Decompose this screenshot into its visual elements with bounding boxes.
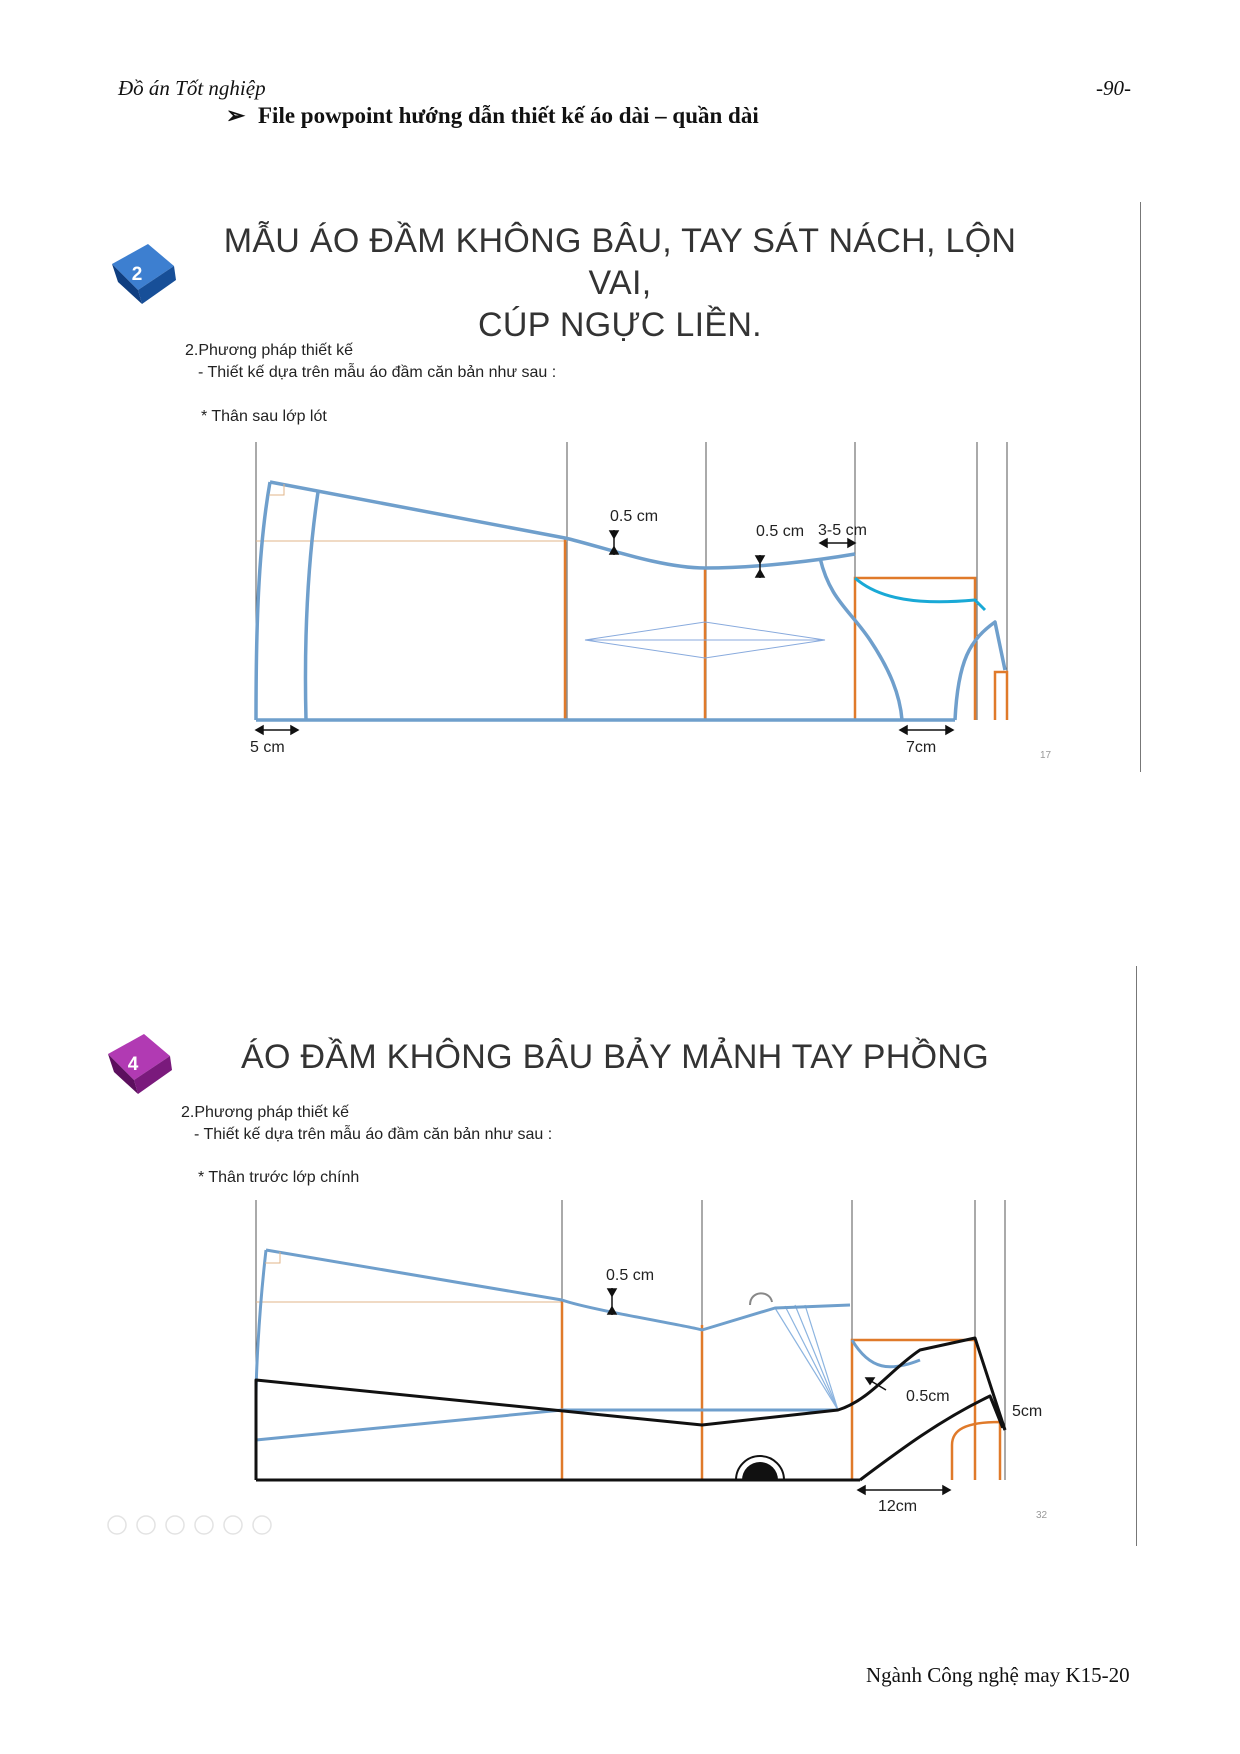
method-heading: 2.Phương pháp thiết kế: [185, 342, 353, 359]
label-b: 0.5cm: [906, 1388, 950, 1405]
method-subtitle: - Thiết kế dựa trên mẫu áo đầm căn bản như sau :: [194, 1126, 553, 1143]
slide-2: [0, 960, 1240, 1560]
header-left: Đồ án Tốt nghiệp: [118, 76, 266, 100]
page-number: -90-: [1096, 76, 1131, 100]
slide-1: [0, 190, 1240, 790]
pattern-diagram: [0, 960, 1240, 1560]
slide-title-line-1: ÁO ĐẦM KHÔNG BÂU BẢY MẢNH TAY PHỒNG: [241, 1038, 989, 1076]
slide-page-number: 32: [1036, 1510, 1048, 1521]
pattern-note: * Thân trước lớp chính: [198, 1169, 360, 1186]
slide-title-line-2: CÚP NGỰC LIỀN.: [478, 306, 762, 344]
label-d: 5 cm: [250, 739, 285, 756]
arrow-bullet-icon: ➢: [226, 103, 246, 128]
method-subtitle: - Thiết kế dựa trên mẫu áo đầm căn bản như sau :: [198, 364, 557, 381]
badge-number: 2: [131, 264, 143, 285]
slideshow-toolbar-icon: [108, 1516, 271, 1534]
label-e: 7cm: [906, 739, 937, 756]
label-c: 5cm: [1012, 1403, 1043, 1420]
label-d: 12cm: [878, 1498, 918, 1515]
label-a: 0.5 cm: [610, 508, 659, 525]
pattern-diagram: [0, 190, 1240, 790]
slide-page-number: 17: [1040, 750, 1052, 761]
label-c: 3-5 cm: [818, 522, 867, 539]
slide-title-line-1: MẪU ÁO ĐẦM KHÔNG BÂU, TAY SÁT NÁCH, LỘN VAI,: [223, 222, 1017, 302]
section-title: File powpoint hướng dẫn thiết kế áo dài – quần dài: [258, 103, 759, 128]
label-b: 0.5 cm: [756, 523, 805, 540]
label-a: 0.5 cm: [606, 1267, 655, 1284]
pattern-note: * Thân sau lớp lót: [201, 408, 327, 425]
section-heading: [226, 103, 759, 129]
badge-number: 4: [127, 1054, 139, 1075]
method-heading: 2.Phương pháp thiết kế: [181, 1104, 349, 1121]
footer-text: Ngành Công nghệ may K15-20: [866, 1663, 1130, 1687]
